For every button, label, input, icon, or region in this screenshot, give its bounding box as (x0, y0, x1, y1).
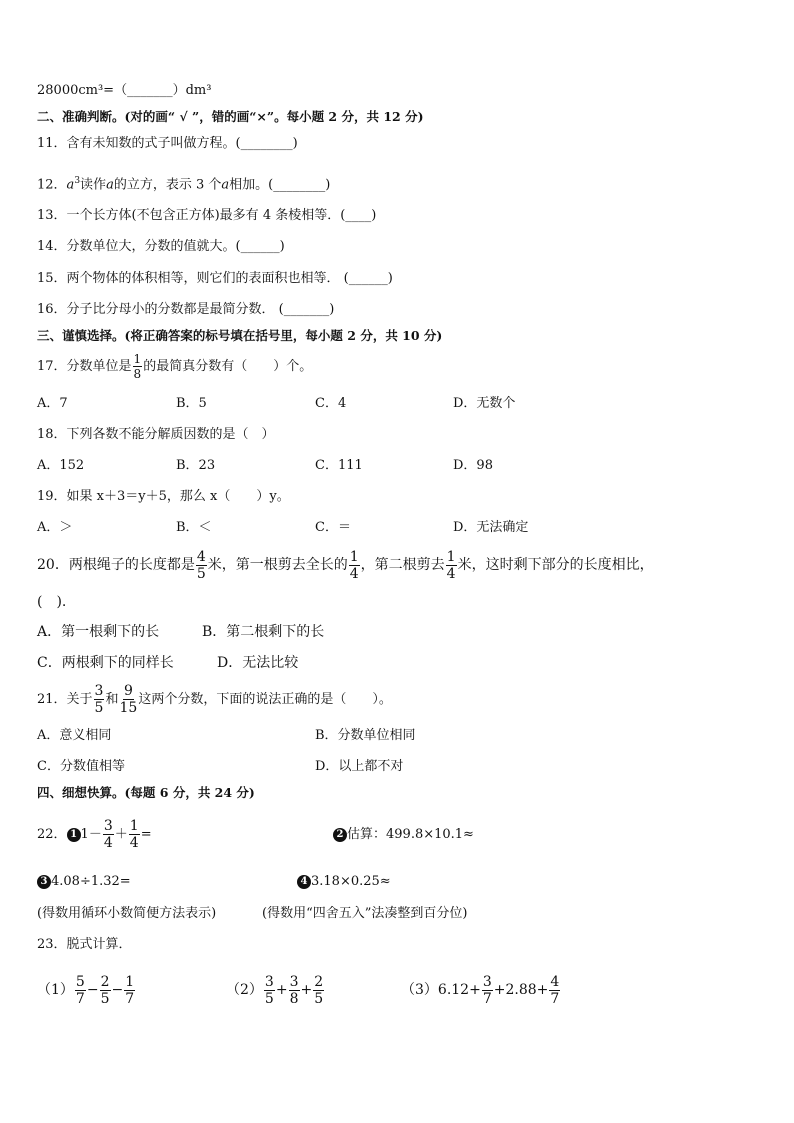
q22-equals: = (140, 827, 152, 842)
question-19: 19．如果 x＋3＝y＋5，那么 x（ ）y。 (37, 489, 290, 504)
q23-p3-label: （3） (401, 982, 438, 998)
q20-option-c[interactable]: C．两根剩下的同样长 (37, 655, 174, 671)
q21-fraction-1: $\frac{3}{5}$ (94, 683, 104, 716)
q22-division: 4.08÷1.32= (51, 874, 131, 889)
circled-number-4-icon: 4 (297, 875, 311, 889)
q21-option-d[interactable]: D．以上都不对 (315, 759, 404, 774)
section-2-heading: 二、准确判断。(对的画“ √ ”，错的画“×”。每小题 2 分，共 12 分) (37, 109, 424, 124)
q18-option-b[interactable]: B．23 (176, 458, 216, 473)
q20-text-2: 米，第一根剪去全长的 (207, 557, 348, 573)
q23-p3-fraction-a: $\frac{3}{7}$ (482, 973, 492, 1007)
question-23-title: 23．脱式计算． (37, 937, 132, 952)
q23-p2-label: （2） (226, 982, 263, 998)
q19-option-d[interactable]: D．无法确定 (453, 520, 529, 535)
question-17 (37, 352, 312, 382)
q23-problem-1 (37, 970, 136, 1010)
q23-p1-fraction-a: $\frac{5}{7}$ (75, 973, 85, 1007)
q20-text-3: ，第二根剪去 (360, 557, 445, 573)
q22-fraction-2: $\frac{1}{4}$ (129, 818, 139, 851)
section-4-heading: 四、细想快算。(每题 6 分，共 24 分) (37, 785, 255, 800)
q23-p1-label: （1） (37, 982, 74, 998)
q23-p1-op2: − (111, 982, 124, 998)
q22-estimate: 估算：499.8×10.1≈ (347, 827, 474, 842)
q23-p3-mid: +2.88+ (493, 982, 549, 998)
q22-plus: ＋ (114, 827, 128, 842)
q20-fraction-1: $\frac{4}{5}$ (196, 548, 206, 582)
q23-p1-fraction-b: $\frac{2}{5}$ (100, 973, 110, 1007)
question-11: 11．含有未知数的式子叫做方程。(________) (37, 136, 298, 151)
q20-text-4: 米，这时剩下部分的长度相比， (457, 557, 654, 573)
question-15: 15．两个物体的体积相等，则它们的表面积也相等． (______) (37, 271, 393, 286)
q19-option-a[interactable]: A．＞ (37, 520, 73, 535)
q22-fraction-1: $\frac{3}{4}$ (103, 818, 113, 851)
q20-answer-blank: ( ). (37, 594, 67, 610)
question-14: 14．分数单位大，分数的值就大。(______) (37, 239, 285, 254)
q17-prefix: 17．分数单位是 (37, 359, 132, 374)
q17-option-a[interactable]: A．7 (37, 396, 68, 411)
question-22-part-4 (297, 873, 391, 891)
q21-and: 和 (105, 692, 119, 707)
q12-prefix: 12． (37, 177, 67, 193)
q17-option-c[interactable]: C．4 (315, 396, 347, 411)
q12-text2: 的立方，表示 3 个 (113, 177, 222, 193)
q12-var2: a (106, 177, 114, 193)
q21-text-2: 这两个分数，下面的说法正确的是（ ）。 (138, 692, 392, 707)
q17-option-d[interactable]: D．无数个 (453, 396, 516, 411)
q22-multiplication: 3.18×0.25≈ (311, 874, 391, 889)
q22-note-1: (得数用循环小数简便方法表示) (37, 906, 217, 921)
question-22-part-2 (333, 826, 474, 844)
q12-exponent: 3 (74, 176, 81, 186)
q23-p3-pre: 6.12+ (437, 982, 481, 998)
q22-note-2: (得数用“四舍五入”法凑整到百分位) (262, 906, 468, 921)
q18-option-d[interactable]: D．98 (453, 458, 493, 473)
q22-expr-start: 1－ (80, 827, 102, 842)
circled-number-2-icon: 2 (333, 828, 347, 842)
conversion-question: 28000cm³=（_______）dm³ (37, 83, 212, 98)
question-13: 13．一个长方体(不包含正方体)最多有 4 条棱相等．(____) (37, 208, 377, 223)
q12-var3: a (221, 177, 230, 193)
q23-p2-fraction-a: $\frac{3}{5}$ (264, 973, 274, 1007)
q22-prefix: 22． (37, 827, 67, 842)
q20-fraction-3: $\frac{1}{4}$ (446, 548, 456, 582)
q19-option-c[interactable]: C．＝ (315, 520, 351, 535)
q21-option-a[interactable]: A．意义相同 (37, 728, 112, 743)
q17-option-b[interactable]: B．5 (176, 396, 207, 411)
q21-option-b[interactable]: B．分数单位相同 (315, 728, 416, 743)
q23-p2-fraction-b: $\frac{3}{8}$ (289, 973, 299, 1007)
q18-option-a[interactable]: A．152 (37, 458, 85, 473)
q23-p2-op1: + (275, 982, 288, 998)
question-21 (37, 683, 392, 717)
q20-fraction-2: $\frac{1}{4}$ (349, 548, 359, 582)
question-20 (37, 548, 654, 582)
question-18: 18．下列各数不能分解质因数的是（ ） (37, 427, 275, 442)
q23-problem-2 (226, 970, 325, 1010)
q20-text-1: 20．两根绳子的长度都是 (37, 557, 195, 573)
q19-option-b[interactable]: B．＜ (176, 520, 212, 535)
q23-p1-fraction-c: $\frac{1}{7}$ (125, 973, 135, 1007)
question-22-part-3 (37, 873, 131, 891)
circled-number-1-icon: 1 (67, 828, 81, 842)
q23-problem-3 (401, 970, 561, 1010)
q23-p2-op2: + (300, 982, 313, 998)
q23-p1-op1: − (86, 982, 99, 998)
q18-option-c[interactable]: C．111 (315, 458, 363, 473)
q20-option-b[interactable]: B．第二根剩下的长 (202, 624, 325, 640)
q17-fraction: $\frac{1}{8}$ (133, 352, 142, 381)
q12-text: 读作 (80, 177, 107, 193)
q20-option-a[interactable]: A．第一根剩下的长 (37, 624, 160, 640)
q17-suffix: 的最简真分数有（ ）个。 (143, 359, 313, 374)
question-12 (37, 172, 330, 194)
q21-fraction-2: $\frac{9}{15}$ (119, 683, 138, 716)
q12-var: a (66, 177, 75, 193)
q12-suffix: 相加。(________) (229, 177, 331, 193)
section-3-heading: 三、谨慎选择。(将正确答案的标号填在括号里，每小题 2 分，共 10 分) (37, 328, 443, 343)
q21-option-c[interactable]: C．分数值相等 (37, 759, 125, 774)
q23-p2-fraction-c: $\frac{2}{5}$ (314, 973, 324, 1007)
q21-text-1: 21．关于 (37, 692, 93, 707)
q23-p3-fraction-b: $\frac{4}{7}$ (550, 973, 560, 1007)
q20-option-d[interactable]: D．无法比较 (217, 655, 299, 671)
question-16: 16．分子比分母小的分数都是最简分数． (_______) (37, 302, 335, 317)
circled-number-3-icon: 3 (37, 875, 51, 889)
question-22-part-1 (37, 815, 152, 855)
